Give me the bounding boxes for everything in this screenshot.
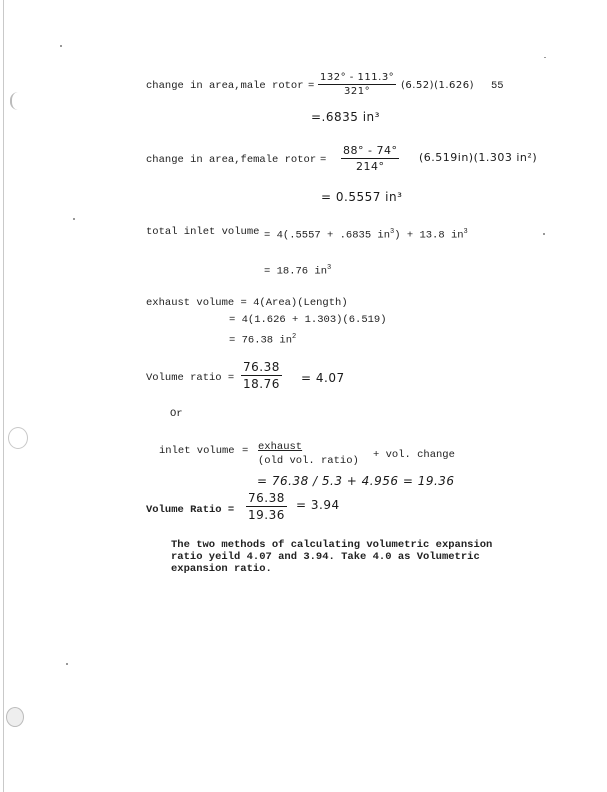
male-rotor-label: change in area,male rotor — [146, 80, 304, 92]
total-inlet-label: total inlet volume — [146, 226, 260, 238]
inlet-volume-plus: + vol. change — [373, 449, 455, 461]
inlet-volume-eq: = — [242, 445, 249, 457]
inlet-volume-fraction — [258, 441, 359, 467]
or-text: Or — [170, 408, 183, 420]
speck — [66, 663, 68, 665]
volume-ratio-1-result: = 4.07 — [301, 371, 345, 385]
total-inlet-expr-a: = 4(.5557 + .6835 in — [264, 229, 391, 242]
exhaust-line-3-a: = 76.38 in — [229, 334, 293, 347]
female-rotor-result: = 0.5557 in³ — [321, 190, 403, 204]
exhaust-line-1: exhaust volume = 4(Area)(Length) — [146, 297, 348, 309]
volume-ratio-2-label: Volume Ratio = — [146, 504, 235, 516]
volume-ratio-2-num: 76.38 — [248, 491, 285, 505]
volume-ratio-2-result: = 3.94 — [296, 498, 340, 512]
male-rotor-eq: = — [308, 80, 315, 92]
speck — [543, 233, 545, 235]
volume-ratio-1-fraction — [241, 360, 282, 391]
volume-ratio-1-label: Volume ratio = — [146, 372, 235, 384]
male-rotor-den: 321° — [344, 86, 371, 97]
total-inlet-sup2: 3 — [463, 228, 468, 236]
female-rotor-num: 88° - 74° — [343, 144, 398, 157]
speck — [60, 45, 62, 47]
total-inlet-result — [264, 262, 331, 278]
male-rotor-factors: (6.52)(1.626) — [401, 80, 474, 91]
female-rotor-eq: = — [320, 154, 327, 166]
page-edge — [3, 0, 4, 792]
female-rotor-factors: (6.519in)(1.303 in²) — [419, 151, 538, 164]
speck — [544, 57, 546, 58]
speck — [73, 218, 75, 220]
conclusion-line-1: The two methods of calculating volumetric expansion — [171, 539, 493, 551]
total-inlet-sup1: 3 — [390, 228, 395, 236]
total-inlet-result-a: = 18.76 in — [264, 265, 328, 278]
inlet-volume-den: (old vol. ratio) — [258, 455, 359, 467]
female-rotor-fraction — [341, 144, 399, 173]
female-rotor-label: change in area,female rotor — [146, 154, 317, 166]
inlet-volume-hand-line: = 76.38 / 5.3 + 4.956 = 19.36 — [257, 474, 455, 488]
total-inlet-expr-b: ) + 13.8 in — [394, 229, 464, 242]
inlet-volume-label: inlet volume — [159, 445, 235, 457]
volume-ratio-1-num: 76.38 — [243, 360, 280, 374]
inlet-volume-num: exhaust — [258, 441, 303, 453]
total-inlet-expr — [264, 226, 468, 242]
female-rotor-den: 214° — [355, 160, 385, 173]
male-rotor-num: 132° - 111.3° — [320, 72, 395, 83]
male-rotor-tail: 55 — [491, 80, 504, 92]
male-rotor-result: =.6835 in³ — [311, 110, 380, 124]
volume-ratio-2-fraction — [246, 491, 287, 522]
conclusion-line-2: ratio yeild 4.07 and 3.94. Take 4.0 as Volumetric — [171, 551, 480, 563]
punch-hole-mark — [6, 707, 24, 727]
male-rotor-fraction — [318, 72, 396, 97]
exhaust-line-3 — [229, 331, 296, 347]
volume-ratio-2-den: 19.36 — [248, 508, 285, 522]
punch-hole-mark — [10, 92, 26, 110]
total-inlet-result-sup: 3 — [327, 264, 332, 272]
conclusion-line-3: expansion ratio. — [171, 563, 272, 575]
exhaust-line-3-sup: 2 — [292, 333, 297, 341]
volume-ratio-1-den: 18.76 — [243, 377, 280, 391]
punch-hole-mark — [8, 427, 28, 449]
exhaust-line-2: = 4(1.626 + 1.303)(6.519) — [229, 314, 387, 326]
